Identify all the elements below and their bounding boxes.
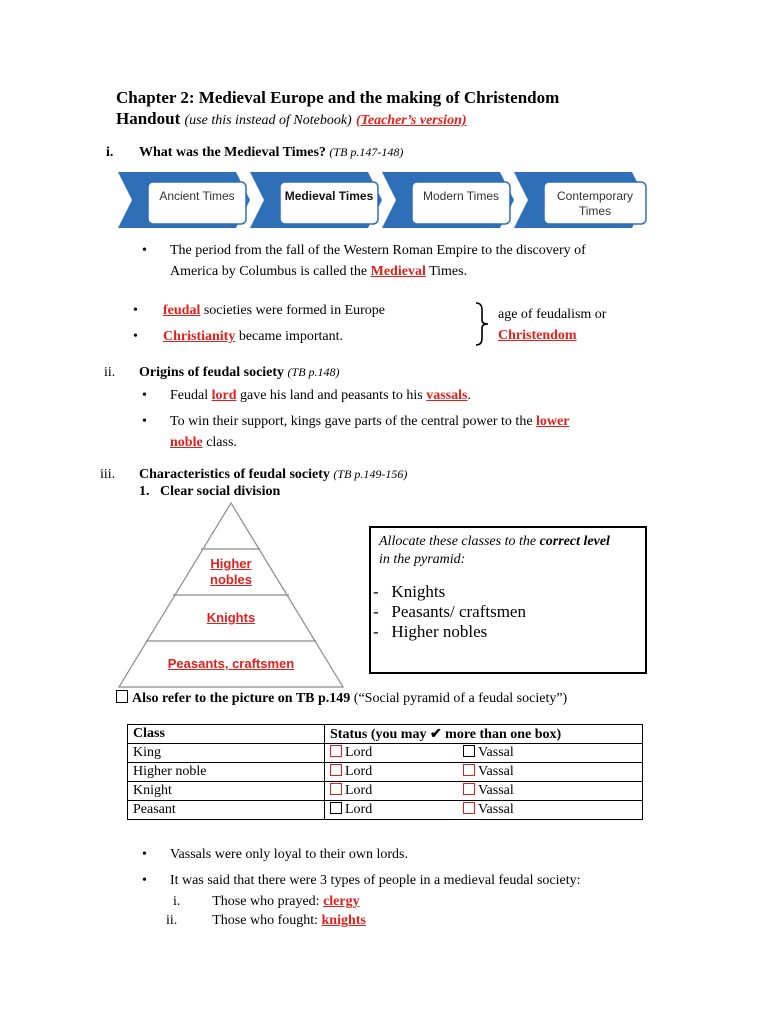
vassal-checkbox[interactable] <box>463 745 475 757</box>
timeline-modern: Modern Times <box>422 189 500 203</box>
timeline-medieval: Medieval Times <box>284 189 374 203</box>
vassal-checkbox[interactable] <box>463 802 475 814</box>
lord-text-b: gave his land and peasants to his <box>240 388 423 403</box>
table-row <box>128 744 643 763</box>
class-cell: Knight <box>128 782 325 801</box>
answer-christendom: Christendom <box>498 328 577 343</box>
list-num: ii. <box>166 913 178 928</box>
bullet-feudal: • feudal societies were formed in Europe <box>133 303 385 318</box>
status-cell <box>325 744 643 763</box>
allocation-box <box>369 526 647 674</box>
class-cell: Higher noble <box>128 763 325 782</box>
subtitle-note: (use this instead of Notebook) <box>184 113 352 128</box>
status-cell <box>325 763 643 782</box>
bullet-kings-power: • To win their support, kings gave parts of the central power to the lower noble class. <box>142 414 570 450</box>
bullet-text-a: The period from the fall of the Western Roman Empire to the discovery of <box>170 243 586 258</box>
class-cell: King <box>128 744 325 763</box>
status-cell <box>325 782 643 801</box>
header-class: Class <box>128 725 325 744</box>
section-3-heading <box>139 467 407 483</box>
teacher-version-label: (Teacher’s version) <box>355 113 467 128</box>
list-item <box>173 892 366 911</box>
table-header-row <box>128 725 643 744</box>
status-cell <box>325 801 643 820</box>
lord-label: Lord <box>345 745 373 760</box>
section-3-ref: (TB p.149-156) <box>333 467 408 481</box>
bullet-medieval-period: • The period from the fall of the Western Roman Empire to the discovery of America by Columbus is called the Medieval Times. <box>142 243 586 279</box>
bracket-icon <box>472 302 492 346</box>
list-text: Those who fought: <box>212 913 319 928</box>
bullet-vassals-loyal: • Vassals were only loyal to their own lords. <box>142 847 408 862</box>
bullet-feudal-text: societies were formed in Europe <box>203 303 385 318</box>
list-num: i. <box>173 894 181 909</box>
timeline-ancient: Ancient Times <box>159 189 235 203</box>
answer-noble: noble <box>170 435 203 450</box>
page-title: Chapter 2: Medieval Europe and the making of Christendom <box>116 88 560 107</box>
pyramid-peasants: Peasants, craftsmen <box>167 656 295 671</box>
alloc-head-b: in the pyramid: <box>379 552 466 567</box>
answer-christianity: Christianity <box>163 329 236 344</box>
timeline-contemporary: Contemporary Times <box>556 189 634 218</box>
section-1-ref: (TB p.147-148) <box>329 145 404 159</box>
bullet-text-c: Times. <box>429 264 468 279</box>
alloc-option-knights: - Knights <box>373 582 446 601</box>
vassal-label: Vassal <box>478 802 514 817</box>
pyramid-top-line1: Higher <box>210 556 252 571</box>
lord-text-a: Feudal <box>170 388 209 403</box>
refer-bold: Also refer to the picture on TB p.149 <box>132 691 351 706</box>
pyramid-knights: Knights <box>206 610 256 625</box>
alloc-option-peasants: - Peasants/ craftsmen <box>373 602 526 621</box>
bullet-lord-vassals: • Feudal lord gave his land and peasants to his vassals. <box>142 388 471 403</box>
section-3-number: iii. <box>100 467 116 482</box>
bullet-three-types: • It was said that there were 3 types of people in a medieval feudal society: <box>142 873 581 888</box>
allocation-instructions <box>379 533 641 569</box>
section-1-number: i. <box>106 145 114 160</box>
answer-medieval: Medieval <box>370 264 426 279</box>
refer-note <box>116 690 567 707</box>
section-2-number: ii. <box>104 365 116 380</box>
types-list <box>166 892 366 930</box>
bracket-text: age of feudalism or <box>498 307 607 322</box>
subsection-social-division: 1. Clear social division <box>139 484 281 499</box>
bullet-christianity-text: became important. <box>238 329 344 344</box>
class-cell: Peasant <box>128 801 325 820</box>
alloc-head-a: Allocate these classes to the <box>379 534 537 549</box>
table-row <box>128 782 643 801</box>
list-item <box>166 911 366 930</box>
kings-text-b: class. <box>206 435 237 450</box>
alloc-option-text: Knights <box>391 582 446 601</box>
lord-checkbox[interactable] <box>330 783 342 795</box>
section-2-title: Origins of feudal society <box>139 365 285 380</box>
vassal-label: Vassal <box>478 764 514 779</box>
three-types-text: It was said that there were 3 types of people in a medieval feudal society: <box>170 873 581 888</box>
lord-label: Lord <box>345 764 373 779</box>
section-3-title: Characteristics of feudal society <box>139 467 330 482</box>
vassal-label: Vassal <box>478 783 514 798</box>
lord-label: Lord <box>345 802 373 817</box>
loyal-text: Vassals were only loyal to their own lords. <box>170 847 408 862</box>
alloc-option-text: Higher nobles <box>391 622 488 641</box>
page-subtitle <box>116 109 467 129</box>
vassal-checkbox[interactable] <box>463 764 475 776</box>
vassal-label: Vassal <box>478 745 514 760</box>
answer-clergy: clergy <box>323 894 360 909</box>
table-row <box>128 801 643 820</box>
answer-feudal: feudal <box>163 303 201 318</box>
table-row <box>128 763 643 782</box>
vassal-checkbox[interactable] <box>463 783 475 795</box>
lord-checkbox[interactable] <box>330 745 342 757</box>
answer-lower: lower <box>536 414 570 429</box>
lord-label: Lord <box>345 783 373 798</box>
pyramid-higher-nobles <box>191 556 271 588</box>
kings-text-a: To win their support, kings gave parts of the central power to the <box>170 414 533 429</box>
header-status: Status (you may ✔ more than one box) <box>325 725 643 744</box>
bracket-note <box>498 304 636 346</box>
answer-lord: lord <box>211 388 237 403</box>
subtitle-handout: Handout <box>116 109 181 128</box>
section-1-title: What was the Medieval Times? <box>139 145 326 160</box>
section-2-ref: (TB p.148) <box>287 365 340 379</box>
class-status-table <box>127 724 643 820</box>
alloc-option-nobles: - Higher nobles <box>373 622 488 641</box>
bullet-christianity: • Christianity became important. <box>133 329 344 344</box>
refer-box-icon <box>116 690 128 703</box>
alloc-option-text: Peasants/ craftsmen <box>391 602 526 621</box>
answer-vassals: vassals <box>426 388 468 403</box>
answer-knights: knights <box>321 913 366 928</box>
lord-checkbox[interactable] <box>330 764 342 776</box>
refer-text: (“Social pyramid of a feudal society”) <box>353 691 568 706</box>
section-1-heading <box>139 145 403 161</box>
section-2-heading <box>139 365 340 381</box>
alloc-head-bold: correct level <box>539 534 610 549</box>
list-text: Those who prayed: <box>212 894 320 909</box>
lord-text-c: . <box>467 388 471 403</box>
lord-checkbox[interactable] <box>330 802 342 814</box>
bullet-text-b: America by Columbus is called the <box>170 264 368 279</box>
pyramid-top-line2: nobles <box>210 572 252 587</box>
